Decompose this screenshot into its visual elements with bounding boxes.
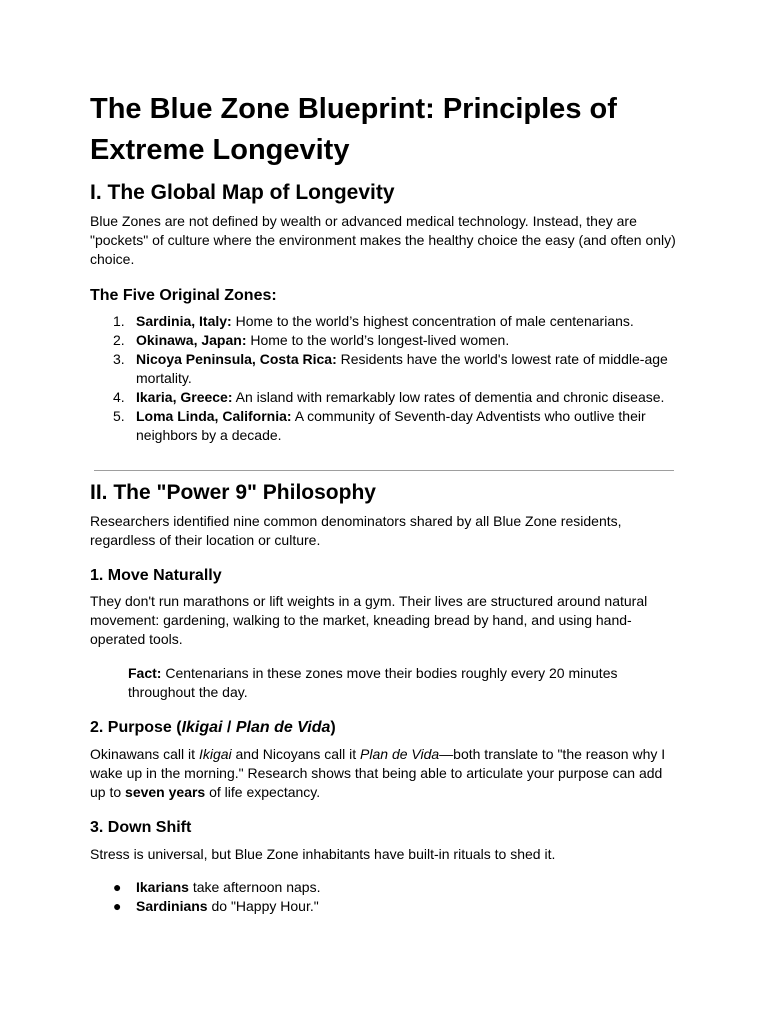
list-item	[90, 350, 678, 388]
section-heading-power-9: II. The "Power 9" Philosophy	[90, 481, 376, 504]
zone-description: Residents have the world's lowest rate of middle-age mortality.	[136, 351, 668, 386]
purpose-text-part: Okinawans call it	[90, 746, 199, 762]
list-number: 3.	[113, 351, 125, 367]
zone-description: A community of Seventh-day Adventists who outlive their neighbors by a decade.	[136, 408, 646, 443]
purpose-heading-plan: Plan de Vida	[235, 719, 331, 736]
list-number: 4.	[113, 389, 125, 405]
bullet-bold: Sardinians	[136, 898, 208, 914]
list-item	[90, 312, 678, 331]
list-item	[90, 897, 678, 916]
list-number: 2.	[113, 332, 125, 348]
zone-name: Loma Linda, California:	[136, 408, 292, 424]
list-number: 1.	[113, 313, 125, 329]
purpose-text-seven-years: seven years	[125, 784, 206, 800]
zone-description: Home to the world’s longest-lived women.	[246, 332, 510, 348]
purpose-text-part: —both translate to "the reason why I wake up in the morning." Research shows that being able to articulate your purpose can add up to	[90, 746, 666, 800]
bullet-icon: ●	[113, 879, 122, 895]
bullet-bold: Ikarians	[136, 879, 189, 895]
list-item	[90, 878, 678, 897]
zone-name: Nicoya Peninsula, Costa Rica:	[136, 351, 337, 367]
fact-label: Fact:	[128, 665, 162, 681]
purpose-text	[90, 745, 678, 802]
fact-callout	[128, 664, 648, 702]
section-heading-global-map: I. The Global Map of Longevity	[90, 181, 395, 204]
bullet-icon: ●	[113, 898, 122, 914]
purpose-heading	[90, 718, 336, 738]
zone-name: Okinawa, Japan:	[136, 332, 247, 348]
purpose-heading-ikigai: Ikigai	[181, 719, 223, 736]
down-shift-text: Stress is universal, but Blue Zone inhabitants have built-in rituals to shed it.	[90, 846, 556, 862]
move-naturally-text: They don't run marathons or lift weights in a gym. Their lives are structured around natural movement: gardening, walking to the market, kneading bread by hand, and using hand-operated tools.	[90, 593, 648, 647]
section1-intro: Blue Zones are not defined by wealth or advanced medical technology. Instead, they are "pockets" of culture where the environment makes the healthy choice the easy (and often only) choice.	[90, 213, 676, 267]
section2-intro: Researchers identified nine common denominators shared by all Blue Zone residents, regardless of their location or culture.	[90, 513, 622, 548]
purpose-heading-separator: /	[222, 719, 236, 736]
list-number: 5.	[113, 408, 125, 424]
zone-name: Sardinia, Italy:	[136, 313, 232, 329]
zone-description: Home to the world’s highest concentration of male centenarians.	[231, 313, 634, 329]
horizontal-divider	[94, 470, 674, 471]
bullet-text: take afternoon naps.	[188, 879, 321, 895]
list-item	[90, 388, 678, 407]
zones-list	[90, 312, 678, 445]
down-shift-heading: 3. Down Shift	[90, 819, 192, 836]
list-item	[90, 407, 678, 445]
purpose-heading-suffix: )	[330, 719, 336, 736]
purpose-text-ikigai: Ikigai	[198, 746, 232, 762]
five-zones-heading: The Five Original Zones:	[90, 287, 277, 304]
zone-name: Ikaria, Greece:	[136, 389, 233, 405]
purpose-text-part: and Nicoyans call it	[231, 746, 361, 762]
list-item	[90, 331, 678, 350]
down-shift-list	[90, 878, 678, 916]
document-title: The Blue Zone Blueprint: Principles of Extreme Longevity	[90, 93, 617, 166]
move-naturally-heading: 1. Move Naturally	[90, 567, 222, 584]
fact-text: Centenarians in these zones move their bodies roughly every 20 minutes throughout the day.	[128, 665, 618, 700]
purpose-text-part: of life expectancy.	[205, 784, 321, 800]
purpose-heading-prefix: 2. Purpose (	[90, 719, 182, 736]
zone-description: An island with remarkably low rates of dementia and chronic disease.	[232, 389, 665, 405]
bullet-text: do "Happy Hour."	[207, 898, 319, 914]
purpose-text-plan: Plan de Vida	[360, 746, 440, 762]
